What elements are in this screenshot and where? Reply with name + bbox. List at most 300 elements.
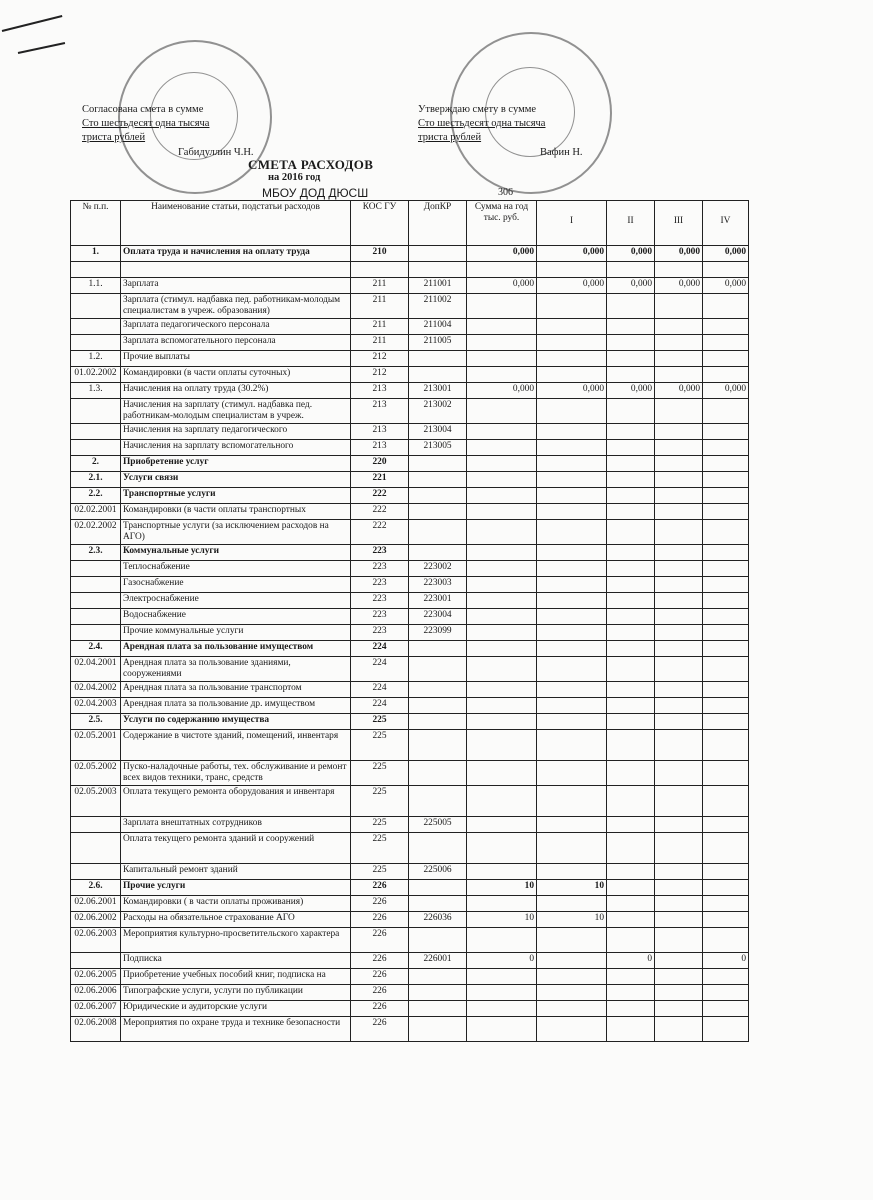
row-q3-cell [655,698,703,714]
row-num-cell [71,953,121,969]
row-kosgu-cell: 210 [351,246,409,262]
table-row [71,641,749,657]
table-row [71,383,749,399]
col-q1-header [537,201,607,246]
approval-right-signer: Вафин Н. [540,147,583,158]
table-row [71,928,749,953]
row-q1-cell [537,786,607,817]
row-q4-cell [703,714,749,730]
table-row [71,561,749,577]
row-sum-cell [467,319,537,335]
row-q2-cell [607,833,655,864]
row-q2-cell [607,698,655,714]
row-kosgu-cell: 213 [351,424,409,440]
row-q1-cell [537,399,607,424]
row-q1-cell [537,761,607,786]
row-kosgu-cell: 223 [351,625,409,641]
row-name-cell: Оплата текущего ремонта зданий и сооружений [121,833,351,864]
row-name-cell: Газоснабжение [121,577,351,593]
row-dopkr-cell [409,761,467,786]
row-q3-cell [655,1001,703,1017]
row-q2-cell [607,730,655,761]
row-dopkr-cell [409,456,467,472]
row-q1-cell [537,440,607,456]
table-row [71,319,749,335]
row-num-cell: 01.02.2002 [71,367,121,383]
row-q3-cell [655,472,703,488]
row-kosgu-cell: 224 [351,641,409,657]
table-row [71,969,749,985]
row-dopkr-cell [409,657,467,682]
row-name-cell: Командировки ( в части оплаты проживания) [121,896,351,912]
row-sum-cell [467,641,537,657]
table-row [71,424,749,440]
row-q4-cell [703,472,749,488]
row-num-cell: 02.05.2002 [71,761,121,786]
row-name-cell: Оплата труда и начисления на оплату труда [121,246,351,262]
row-q4-cell: 0,000 [703,246,749,262]
row-q3-cell [655,657,703,682]
row-q4-cell [703,577,749,593]
row-kosgu-cell: 226 [351,880,409,896]
row-dopkr-cell: 223001 [409,593,467,609]
row-q2-cell [607,985,655,1001]
table-row [71,577,749,593]
row-q4-cell [703,504,749,520]
row-name-cell: Водоснабжение [121,609,351,625]
col-q3-header [655,201,703,246]
row-dopkr-cell [409,969,467,985]
row-name-cell: Арендная плата за пользование зданиями, сооружениями [121,657,351,682]
row-q2-cell [607,657,655,682]
row-kosgu-cell: 226 [351,896,409,912]
approval-left-line1: Согласована смета в сумме [82,104,204,115]
row-q4-cell [703,698,749,714]
row-kosgu-cell: 224 [351,698,409,714]
row-q4-cell [703,786,749,817]
row-kosgu-cell: 222 [351,520,409,545]
row-q2-cell [607,488,655,504]
row-q2-cell [607,319,655,335]
row-q1-cell [537,294,607,319]
row-q4-cell [703,657,749,682]
row-q3-cell [655,504,703,520]
row-q2-cell [607,294,655,319]
row-sum-cell [467,864,537,880]
row-num-cell: 2. [71,456,121,472]
row-sum-cell [467,593,537,609]
row-num-cell: 02.06.2005 [71,969,121,985]
row-num-cell: 2.2. [71,488,121,504]
table-row [71,714,749,730]
row-name-cell: Зарплата (стимул. надбавка пед. работникам-молодым специалистам в учреж. образования) [121,294,351,319]
table-row [71,1017,749,1042]
row-dopkr-cell [409,367,467,383]
row-kosgu-cell: 221 [351,472,409,488]
row-q1-cell [537,641,607,657]
row-q1-cell [537,351,607,367]
col-q2-label: II [627,216,634,226]
row-dopkr-cell [409,698,467,714]
row-kosgu-cell: 212 [351,351,409,367]
row-dopkr-cell: 213004 [409,424,467,440]
row-kosgu-cell: 212 [351,367,409,383]
row-sum-cell [467,472,537,488]
table-row [71,440,749,456]
row-q2-cell [607,504,655,520]
row-num-cell: 02.06.2001 [71,896,121,912]
pen-mark-icon [2,15,63,32]
row-q4-cell [703,641,749,657]
row-sum-cell [467,928,537,953]
table-row [71,456,749,472]
row-kosgu-cell: 222 [351,488,409,504]
row-q4-cell [703,424,749,440]
row-sum-cell [467,609,537,625]
row-num-cell [71,609,121,625]
row-q3-cell [655,424,703,440]
table-row [71,880,749,896]
row-q3-cell [655,786,703,817]
row-name-cell: Подписка [121,953,351,969]
row-kosgu-cell: 222 [351,504,409,520]
row-name-cell: Начисления на зарплату педагогического [121,424,351,440]
row-q3-cell [655,609,703,625]
row-kosgu-cell: 211 [351,335,409,351]
row-sum-cell [467,456,537,472]
row-name-cell [121,262,351,278]
row-kosgu-cell: 223 [351,577,409,593]
table-row [71,896,749,912]
row-num-cell [71,593,121,609]
row-q4-cell [703,520,749,545]
row-name-cell: Командировки (в части оплаты транспортных [121,504,351,520]
row-q1-cell [537,864,607,880]
row-dopkr-cell [409,641,467,657]
table-row [71,488,749,504]
row-q3-cell [655,896,703,912]
row-q3-cell [655,319,703,335]
row-name-cell: Приобретение учебных пособий книг, подписка на [121,969,351,985]
row-kosgu-cell: 225 [351,786,409,817]
row-dopkr-cell: 213001 [409,383,467,399]
row-num-cell [71,319,121,335]
row-q4-cell: 0,000 [703,383,749,399]
row-num-cell [71,833,121,864]
row-num-cell [71,864,121,880]
row-sum-cell [467,761,537,786]
row-q1-cell [537,985,607,1001]
row-kosgu-cell: 211 [351,294,409,319]
table-row [71,609,749,625]
row-q3-cell [655,399,703,424]
row-name-cell: Юридические и аудиторские услуги [121,1001,351,1017]
row-kosgu-cell: 213 [351,440,409,456]
row-dopkr-cell [409,985,467,1001]
row-q2-cell [607,761,655,786]
row-name-cell: Зарплата вспомогательного персонала [121,335,351,351]
row-num-cell: 02.06.2006 [71,985,121,1001]
row-num-cell: 02.05.2001 [71,730,121,761]
row-dopkr-cell [409,262,467,278]
row-q2-cell [607,545,655,561]
row-q4-cell [703,609,749,625]
row-name-cell: Капитальный ремонт зданий [121,864,351,880]
row-num-cell: 2.5. [71,714,121,730]
row-q2-cell [607,520,655,545]
col-q4-header [703,201,749,246]
table-row [71,399,749,424]
row-name-cell: Прочие услуги [121,880,351,896]
row-q1-cell [537,833,607,864]
row-q1-cell [537,577,607,593]
table-row [71,520,749,545]
row-sum-cell [467,520,537,545]
row-sum-cell [467,714,537,730]
row-q2-cell [607,896,655,912]
row-name-cell: Пуско-наладочные работы, тех. обслуживание и ремонт всех видов техники, транс, средств [121,761,351,786]
row-kosgu-cell: 223 [351,545,409,561]
row-q1-cell [537,1017,607,1042]
row-q1-cell [537,969,607,985]
row-q3-cell [655,817,703,833]
row-q2-cell [607,424,655,440]
row-dopkr-cell [409,682,467,698]
row-sum-cell [467,399,537,424]
row-name-cell: Командировки (в части оплаты суточных) [121,367,351,383]
table-row [71,504,749,520]
row-q2-cell [607,786,655,817]
row-num-cell [71,817,121,833]
row-num-cell [71,262,121,278]
row-q1-cell [537,625,607,641]
row-q2-cell [607,609,655,625]
row-q3-cell [655,593,703,609]
row-q3-cell [655,953,703,969]
row-dopkr-cell [409,545,467,561]
row-q2-cell [607,682,655,698]
row-q3-cell [655,440,703,456]
row-num-cell: 2.3. [71,545,121,561]
row-sum-cell [467,577,537,593]
row-num-cell: 2.1. [71,472,121,488]
row-q4-cell [703,440,749,456]
row-dopkr-cell [409,488,467,504]
row-name-cell: Арендная плата за пользование имуществом [121,641,351,657]
row-num-cell: 02.06.2007 [71,1001,121,1017]
row-name-cell: Начисления на зарплату (стимул. надбавка пед. работникам-молодым специалистам в учреж. [121,399,351,424]
row-dopkr-cell: 226036 [409,912,467,928]
row-dopkr-cell: 211005 [409,335,467,351]
row-name-cell: Транспортные услуги (за исключением расходов на АГО) [121,520,351,545]
row-q1-cell [537,1001,607,1017]
row-dopkr-cell [409,1001,467,1017]
row-q4-cell [703,833,749,864]
row-num-cell [71,424,121,440]
table-row [71,833,749,864]
row-name-cell: Коммунальные услуги [121,545,351,561]
approval-left-block [82,103,209,145]
row-kosgu-cell: 225 [351,833,409,864]
row-dopkr-cell: 213002 [409,399,467,424]
row-dopkr-cell [409,246,467,262]
row-q3-cell [655,912,703,928]
row-q4-cell [703,319,749,335]
row-q1-cell: 0,000 [537,246,607,262]
row-num-cell: 02.06.2003 [71,928,121,953]
row-q3-cell: 0,000 [655,246,703,262]
row-dopkr-cell [409,880,467,896]
row-kosgu-cell: 211 [351,278,409,294]
row-sum-cell [467,969,537,985]
row-dopkr-cell: 211001 [409,278,467,294]
document-number: 306 [498,187,513,198]
row-q2-cell [607,864,655,880]
row-num-cell: 02.04.2003 [71,698,121,714]
row-q3-cell [655,985,703,1001]
row-q3-cell [655,335,703,351]
row-num-cell: 02.06.2008 [71,1017,121,1042]
col-sum-label: Сумма на год тыс. руб. [474,202,529,223]
row-dopkr-cell: 223099 [409,625,467,641]
table-row [71,367,749,383]
row-q4-cell [703,456,749,472]
row-q2-cell [607,817,655,833]
table-row [71,545,749,561]
row-sum-cell [467,985,537,1001]
row-sum-cell: 10 [467,912,537,928]
row-q1-cell [537,682,607,698]
row-dopkr-cell: 211002 [409,294,467,319]
row-q1-cell [537,319,607,335]
row-q2-cell [607,912,655,928]
row-q4-cell [703,896,749,912]
row-dopkr-cell: 223003 [409,577,467,593]
document-subtitle: на 2016 год [268,172,321,183]
row-sum-cell: 0 [467,953,537,969]
row-q1-cell [537,262,607,278]
col-name-header: Наименование статьи, подстатьи расходов [121,201,351,246]
row-q2-cell [607,456,655,472]
col-q4-label: IV [720,216,731,226]
row-q2-cell [607,367,655,383]
row-q1-cell [537,545,607,561]
approval-left-line2: Сто шестьдесят одна тысяча [82,118,210,129]
row-q1-cell [537,456,607,472]
row-q2-cell [607,1017,655,1042]
row-num-cell [71,399,121,424]
row-q2-cell [607,262,655,278]
row-sum-cell [467,1001,537,1017]
row-q1-cell [537,335,607,351]
col-q1-label: I [569,216,574,226]
row-q3-cell [655,488,703,504]
row-q4-cell [703,351,749,367]
table-row [71,246,749,262]
row-dopkr-cell [409,714,467,730]
row-num-cell [71,440,121,456]
row-q3-cell [655,641,703,657]
row-q3-cell [655,351,703,367]
row-dopkr-cell [409,1017,467,1042]
organization-name: МБОУ ДОД ДЮСШ [262,186,369,200]
row-q3-cell [655,928,703,953]
row-sum-cell [467,545,537,561]
row-q4-cell [703,730,749,761]
table-row [71,817,749,833]
row-name-cell: Транспортные услуги [121,488,351,504]
row-sum-cell [467,488,537,504]
row-q4-cell [703,817,749,833]
approval-right-line2: Сто шестьдесят одна тысяча [418,118,546,129]
row-sum-cell [467,657,537,682]
approval-right-block [418,103,545,145]
row-q2-cell [607,440,655,456]
row-q1-cell [537,953,607,969]
row-q3-cell [655,545,703,561]
row-kosgu-cell: 226 [351,969,409,985]
row-q1-cell: 0,000 [537,278,607,294]
row-name-cell: Оплата текущего ремонта оборудования и инвентаря [121,786,351,817]
row-q1-cell: 10 [537,880,607,896]
row-q4-cell [703,545,749,561]
approval-left-line3: триста рублей [82,132,146,143]
row-q2-cell [607,714,655,730]
row-q4-cell [703,488,749,504]
row-q3-cell [655,520,703,545]
row-sum-cell [467,262,537,278]
row-q3-cell: 0,000 [655,278,703,294]
row-kosgu-cell: 213 [351,383,409,399]
row-q3-cell [655,561,703,577]
row-sum-cell [467,833,537,864]
row-q2-cell [607,593,655,609]
row-name-cell: Мероприятия по охране труда и технике безопасности [121,1017,351,1042]
table-header-row [71,201,749,246]
row-name-cell: Электроснабжение [121,593,351,609]
row-q3-cell [655,577,703,593]
row-num-cell: 02.02.2002 [71,520,121,545]
row-name-cell: Содержание в чистоте зданий, помещений, инвентаря [121,730,351,761]
row-q1-cell: 0,000 [537,383,607,399]
row-num-cell: 02.05.2003 [71,786,121,817]
row-q4-cell [703,367,749,383]
row-name-cell: Зарплата внештатных сотрудников [121,817,351,833]
row-sum-cell [467,625,537,641]
approval-left-signer: Габидуллин Ч.Н. [178,147,254,158]
col-q2-header [607,201,655,246]
row-name-cell: Зарплата педагогического персонала [121,319,351,335]
row-q4-cell [703,761,749,786]
row-q1-cell [537,714,607,730]
table-row [71,761,749,786]
row-num-cell [71,577,121,593]
row-name-cell: Арендная плата за пользование др. имуществом [121,698,351,714]
row-kosgu-cell: 213 [351,399,409,424]
row-q4-cell [703,593,749,609]
table-row [71,472,749,488]
row-q1-cell [537,488,607,504]
row-q1-cell [537,424,607,440]
row-q4-cell [703,294,749,319]
col-kosgu-header: КОС ГУ [351,201,409,246]
approval-right-line1: Утверждаю смету в сумме [418,104,537,115]
row-num-cell: 2.4. [71,641,121,657]
table-row [71,912,749,928]
table-row [71,625,749,641]
row-q2-cell [607,928,655,953]
row-q1-cell [537,520,607,545]
